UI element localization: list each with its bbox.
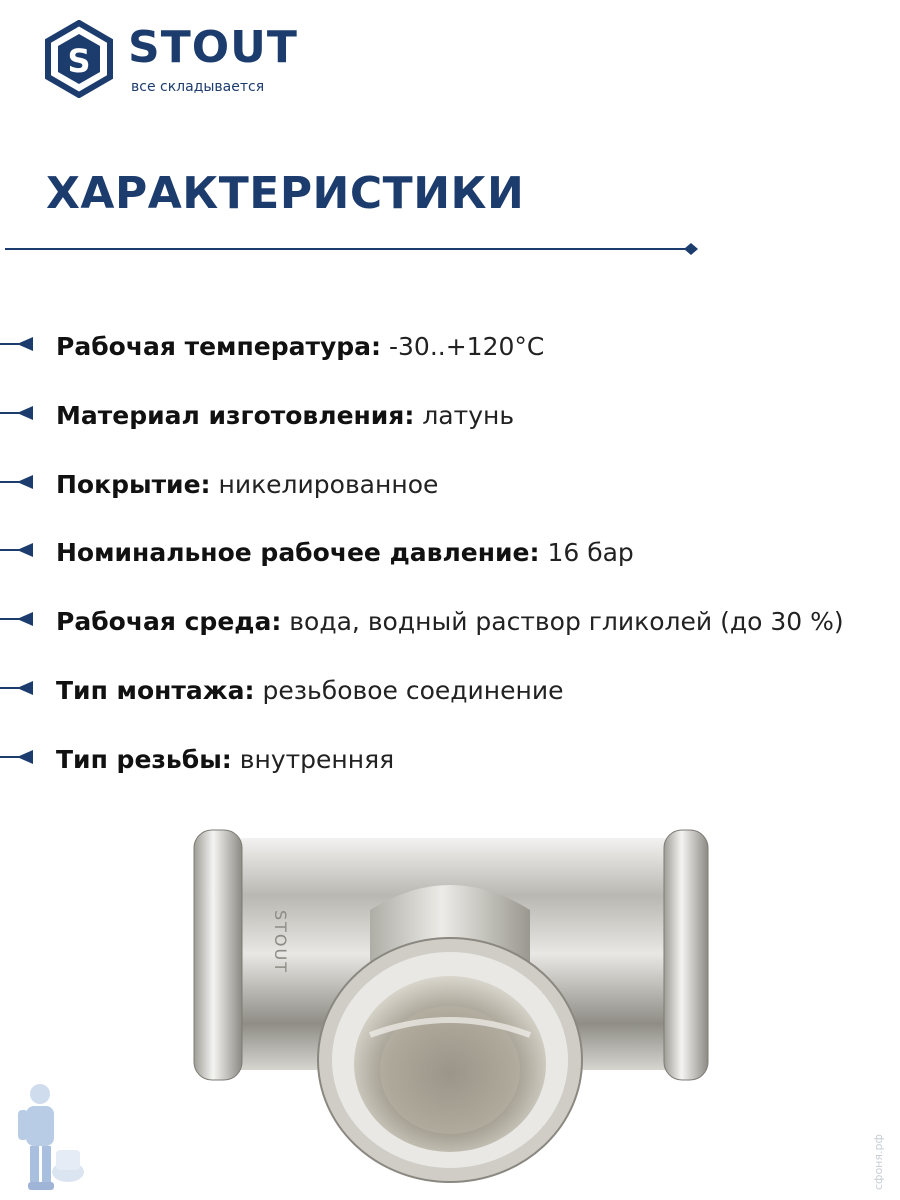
spec-value: вода, водный раствор гликолей (до 30 %)	[289, 607, 844, 637]
title-divider	[5, 240, 705, 260]
arrow-marker-icon	[0, 680, 36, 696]
arrow-marker-icon	[0, 474, 36, 490]
spec-label: Покрытие:	[56, 469, 211, 499]
brand-tagline: все складывается	[131, 79, 265, 95]
spec-item	[0, 674, 900, 743]
spec-item	[0, 399, 900, 468]
spec-label: Материал изготовления:	[56, 400, 415, 430]
spec-item	[0, 330, 900, 399]
spec-value: -30..+120°C	[389, 332, 545, 361]
spec-label: Рабочая среда:	[56, 607, 282, 637]
section-title: ХАРАКТЕРИСТИКИ	[46, 168, 525, 219]
spec-item	[0, 605, 900, 674]
plumber-mascot-image	[8, 1080, 88, 1195]
spec-list	[0, 330, 900, 812]
spec-label: Номинальное рабочее давление:	[56, 538, 540, 568]
spec-item	[0, 743, 900, 812]
brand-name: STOUT	[128, 22, 298, 73]
brand-logo	[44, 20, 324, 100]
arrow-marker-icon	[0, 336, 36, 352]
arrow-marker-icon	[0, 611, 36, 627]
spec-value: внутренняя	[239, 744, 395, 774]
spec-value: латунь	[422, 400, 515, 430]
arrow-marker-icon	[0, 405, 36, 421]
spec-value: 16 бар	[547, 538, 634, 568]
spec-item	[0, 536, 900, 605]
watermark: сфоня.рф	[872, 1134, 885, 1190]
svg-text:STOUT: STOUT	[271, 910, 290, 975]
spec-label: Тип монтажа:	[56, 675, 255, 705]
spec-value: никелированное	[218, 469, 439, 499]
arrow-marker-icon	[0, 542, 36, 558]
svg-text:S: S	[67, 42, 91, 80]
spec-label: Тип резьбы:	[56, 744, 232, 774]
arrow-marker-icon	[0, 749, 36, 765]
spec-value: резьбовое соединение	[262, 675, 564, 705]
tee-fitting-image	[180, 820, 720, 1200]
stout-hexagon-icon	[44, 20, 114, 98]
spec-item	[0, 468, 900, 537]
spec-label: Рабочая температура:	[56, 332, 382, 361]
